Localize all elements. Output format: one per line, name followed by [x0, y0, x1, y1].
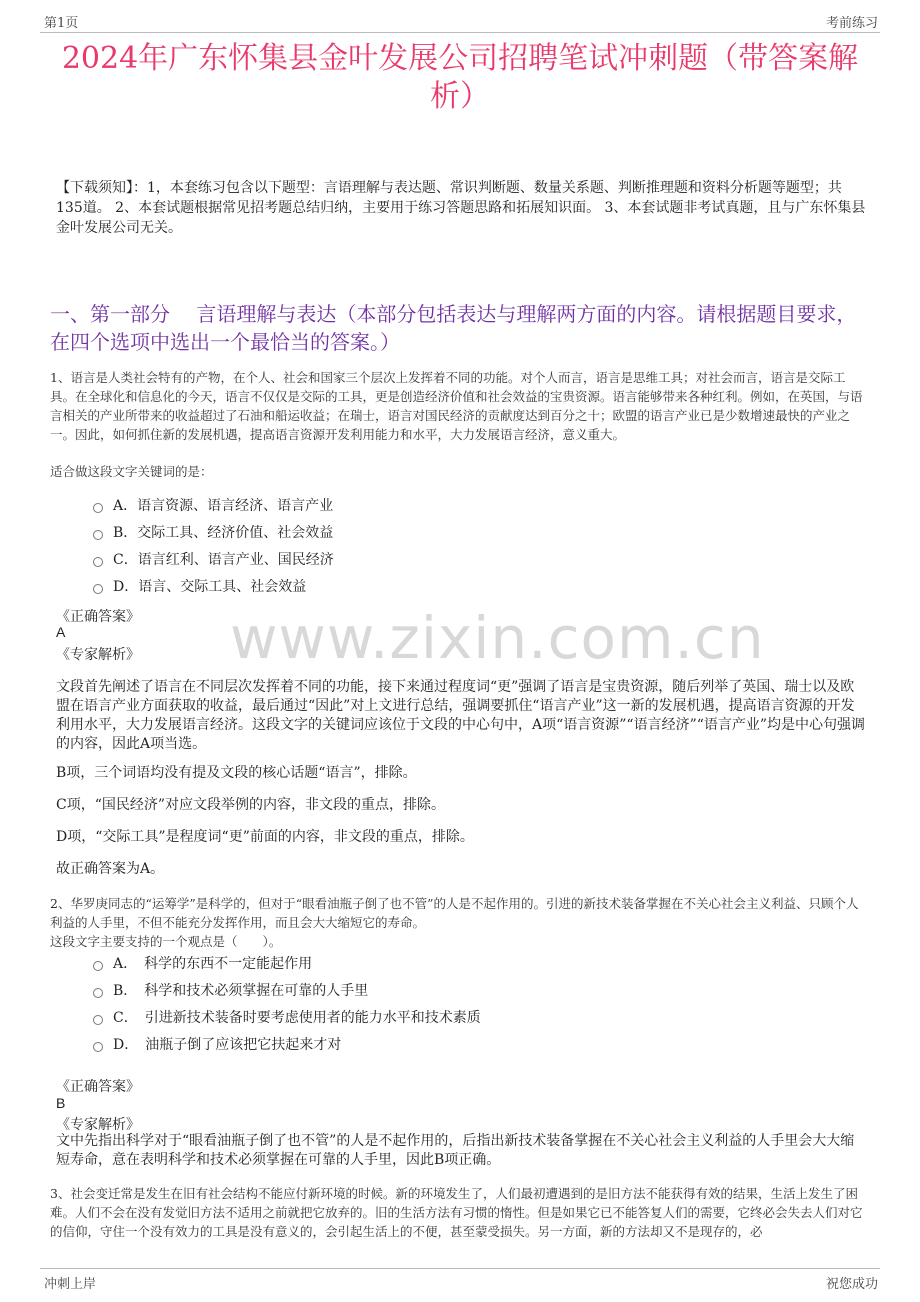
- download-notice: 【下载须知】：1，本套练习包含以下题型：言语理解与表达题、常识判断题、数量关系题、判断推理题和资料分析题等题型；共135道。 2、本套试题根据常见招考题总结归纳，主要用于练习答题思路和拓展知识面。 3、本套试题非考试真题，且与广东怀集县金叶发展公司无关。: [56, 180, 866, 236]
- question-1-prompt: 适合做这段文字关键词的是：: [50, 464, 213, 479]
- question-1-option-d[interactable]: [93, 577, 306, 597]
- radio-icon[interactable]: [93, 584, 103, 594]
- footer-right-label: 祝您成功: [825, 1277, 878, 1292]
- question-3-stem: 3、社会变迁常是发生在旧有社会结构不能应付新环境的时候。新的环境发生了，人们最初遭遇到的是旧方法不能获得有效的结果，生活上发生了困难。人们不会在没有发觉旧方法不适用之前就把它放弃的。旧的生活方法有习惯的惰性。但是如果它已不能答复人们的需要，它终必会失去人们对它的信仰，守住一个没有效力的工具是没有意义的，会引起生活上的不便，甚至蒙受损失。另一方面，新的方法却又不是现存的，必: [50, 1186, 863, 1239]
- question-2-stem: 2、华罗庚同志的“运筹学”是科学的，但对于“眼看油瓶子倒了也不管”的人是不起作用的。引进的新技术装备掌握在不关心社会主义利益、只顾个人利益的人手里，不但不能充分发挥作用，而且会大大缩短它的寿命。: [50, 896, 859, 930]
- radio-icon[interactable]: [93, 961, 103, 971]
- question-2-prompt: 这段文字主要支持的一个观点是（ ）。: [50, 934, 282, 949]
- question-1-analysis-c: C项，“国民经济”对应文段举例的内容，非文段的重点，排除。: [56, 797, 446, 813]
- document-title: 2024年广东怀集县金叶发展公司招聘笔试冲刺题（带答案解析）: [61, 41, 859, 114]
- option-label: B．交际工具、经济价值、社会效益: [113, 525, 334, 541]
- option-label: C． 引进新技术装备时要考虑使用者的能力水平和技术素质: [113, 1010, 481, 1026]
- option-label: D．语言、交际工具、社会效益: [113, 579, 307, 595]
- page-header: [40, 10, 880, 33]
- question-2-option-d[interactable]: [93, 1035, 341, 1055]
- radio-icon[interactable]: [93, 503, 103, 513]
- question-1-analysis-conclusion: 故正确答案为A。: [56, 861, 165, 877]
- page-number: 第1页: [44, 16, 79, 31]
- option-label: D． 油瓶子倒了应该把它扶起来才对: [113, 1037, 342, 1053]
- question-1-analysis-d: D项，“交际工具”是程度词“更”前面的内容，非文段的重点，排除。: [56, 829, 474, 845]
- option-label: A． 科学的东西不一定能起作用: [113, 956, 313, 972]
- question-1-analysis-label: 《专家解析》: [56, 647, 140, 663]
- radio-icon[interactable]: [93, 1042, 103, 1052]
- radio-icon[interactable]: [93, 988, 103, 998]
- watermark: www.zixin.com.cn: [230, 604, 765, 672]
- radio-icon[interactable]: [93, 1015, 103, 1025]
- question-1-analysis-b: B项，三个词语均没有提及文段的核心话题“语言”，排除。: [56, 765, 417, 781]
- question-2-option-b[interactable]: [93, 981, 368, 1001]
- question-2-analysis-label: 《专家解析》: [56, 1117, 140, 1133]
- question-1-option-b[interactable]: [93, 523, 333, 543]
- question-2-answer-label: 《正确答案》: [56, 1079, 140, 1095]
- question-1-stem: 1、语言是人类社会特有的产物，在个人、社会和国家三个层次上发挥着不同的功能。对个人而言，语言是思维工具；对社会而言，语言是交际工具。在全球化和信息化的今天，语言不仅仅是交际的工具，更是创造经济价值和社会效益的宝贵资源。语言能够带来各种红利。例如，在英国，与语言相关的产业所带来的收益超过了石油和船运收益；在瑞士，语言对国民经济的贡献度达到百分之十；欧盟的语言产业已是少数增速最快的产业之一。因此，如何抓住新的发展机遇，提高语言资源开发利用能力和水平，大力发展语言经济，意义重大。: [50, 370, 863, 442]
- option-label: B． 科学和技术必须掌握在可靠的人手里: [113, 983, 369, 999]
- section-heading: 一、第一部分 言语理解与表达（本部分包括表达与理解两方面的内容。请根据题目要求，在四个选项中选出一个最恰当的答案。）: [50, 302, 857, 354]
- header-right-label: 考前练习: [825, 16, 878, 31]
- footer-left-label: 冲刺上岸: [44, 1277, 97, 1292]
- question-1-option-c[interactable]: [93, 550, 334, 570]
- radio-icon[interactable]: [93, 557, 103, 567]
- question-2-answer: B: [56, 1095, 66, 1111]
- question-1-answer: A: [56, 624, 66, 640]
- option-label: A．语言资源、语言经济、语言产业: [113, 498, 334, 514]
- question-1-option-a[interactable]: [93, 496, 333, 516]
- question-2-option-c[interactable]: [93, 1008, 481, 1028]
- question-1-answer-label: 《正确答案》: [56, 609, 140, 625]
- page-footer: [40, 1268, 880, 1291]
- radio-icon[interactable]: [93, 530, 103, 540]
- question-2-analysis: 文中先指出科学对于“眼看油瓶子倒了也不管”的人是不起作用的，后指出新技术装备掌握在不关心社会主义利益的人手里会大大缩短寿命，意在表明科学和技术必须掌握在可靠的人手里，因此B项正确。: [56, 1133, 855, 1168]
- question-1-analysis-main: 文段首先阐述了语言在不同层次发挥着不同的功能，接下来通过程度词“更”强调了语言是宝贵资源，随后列举了英国、瑞士以及欧盟在语言产业方面获取的收益，最后通过“因此”对上文进行总结，强调要抓住“语言产业”这一新的发展机遇，提高语言资源的开发利用水平，大力发展语言经济。这段文字的关键词应该位于文段的中心句中，A项“语言资源”“语言经济”“语言产业”均是中心句强调的内容，因此A项当选。: [56, 679, 866, 752]
- option-label: C．语言红利、语言产业、国民经济: [113, 552, 334, 568]
- question-2-option-a[interactable]: [93, 954, 312, 974]
